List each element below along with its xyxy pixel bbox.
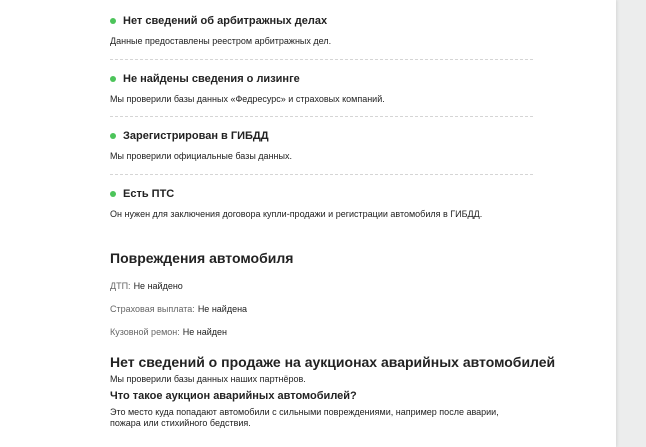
check-arbitration (110, 14, 533, 47)
status-ok-icon (110, 191, 116, 197)
check-title (110, 14, 533, 28)
row-value: Не найдена (197, 304, 248, 314)
damage-row-body-repair (110, 327, 227, 338)
status-ok-icon (110, 133, 116, 139)
row-label: ДТП: (110, 281, 131, 291)
damage-row-insurance (110, 304, 247, 315)
status-ok-icon (110, 18, 116, 24)
check-title-text: Есть ПТС (123, 188, 175, 200)
check-title (110, 187, 533, 201)
check-leasing (110, 72, 533, 105)
divider (110, 59, 533, 60)
check-title-text: Нет сведений об арбитражных делах (123, 15, 328, 27)
check-description: Он нужен для заключения договора купли-продажи и регистрации автомобиля в ГИБДД. (110, 209, 483, 219)
check-description: Данные предоставлены реестром арбитражных дел. (110, 36, 332, 46)
check-pts (110, 187, 533, 220)
damage-row-accidents (110, 281, 183, 292)
row-value: Не найден (182, 327, 227, 337)
check-title (110, 72, 533, 86)
row-value: Не найдено (133, 281, 183, 291)
divider (110, 174, 533, 175)
check-registration (110, 129, 533, 162)
check-description: Мы проверили официальные базы данных. (110, 151, 292, 161)
check-title-text: Не найдены сведения о лизинге (123, 73, 300, 85)
check-title (110, 129, 533, 143)
status-ok-icon (110, 76, 116, 82)
row-label: Кузовной ремон: (110, 327, 180, 337)
row-label: Страховая выплата: (110, 304, 195, 314)
auction-section-title: Нет сведений о продаже на аукционах аварийных автомобилей (110, 354, 556, 370)
check-title-text: Зарегистрирован в ГИБДД (123, 130, 269, 142)
auction-question: Что такое аукцион аварийных автомобилей? (110, 390, 357, 402)
divider (110, 116, 533, 117)
check-description: Мы проверили базы данных «Федресурс» и страховых компаний. (110, 94, 385, 104)
auction-description: Мы проверили базы данных наших партнёров. (110, 374, 306, 384)
auction-answer: Это место куда попадают автомобили с сильными повреждениями, например после аварии, пожара или стихийного бедствия. (110, 407, 499, 428)
damage-section-title: Повреждения автомобиля (110, 250, 294, 266)
